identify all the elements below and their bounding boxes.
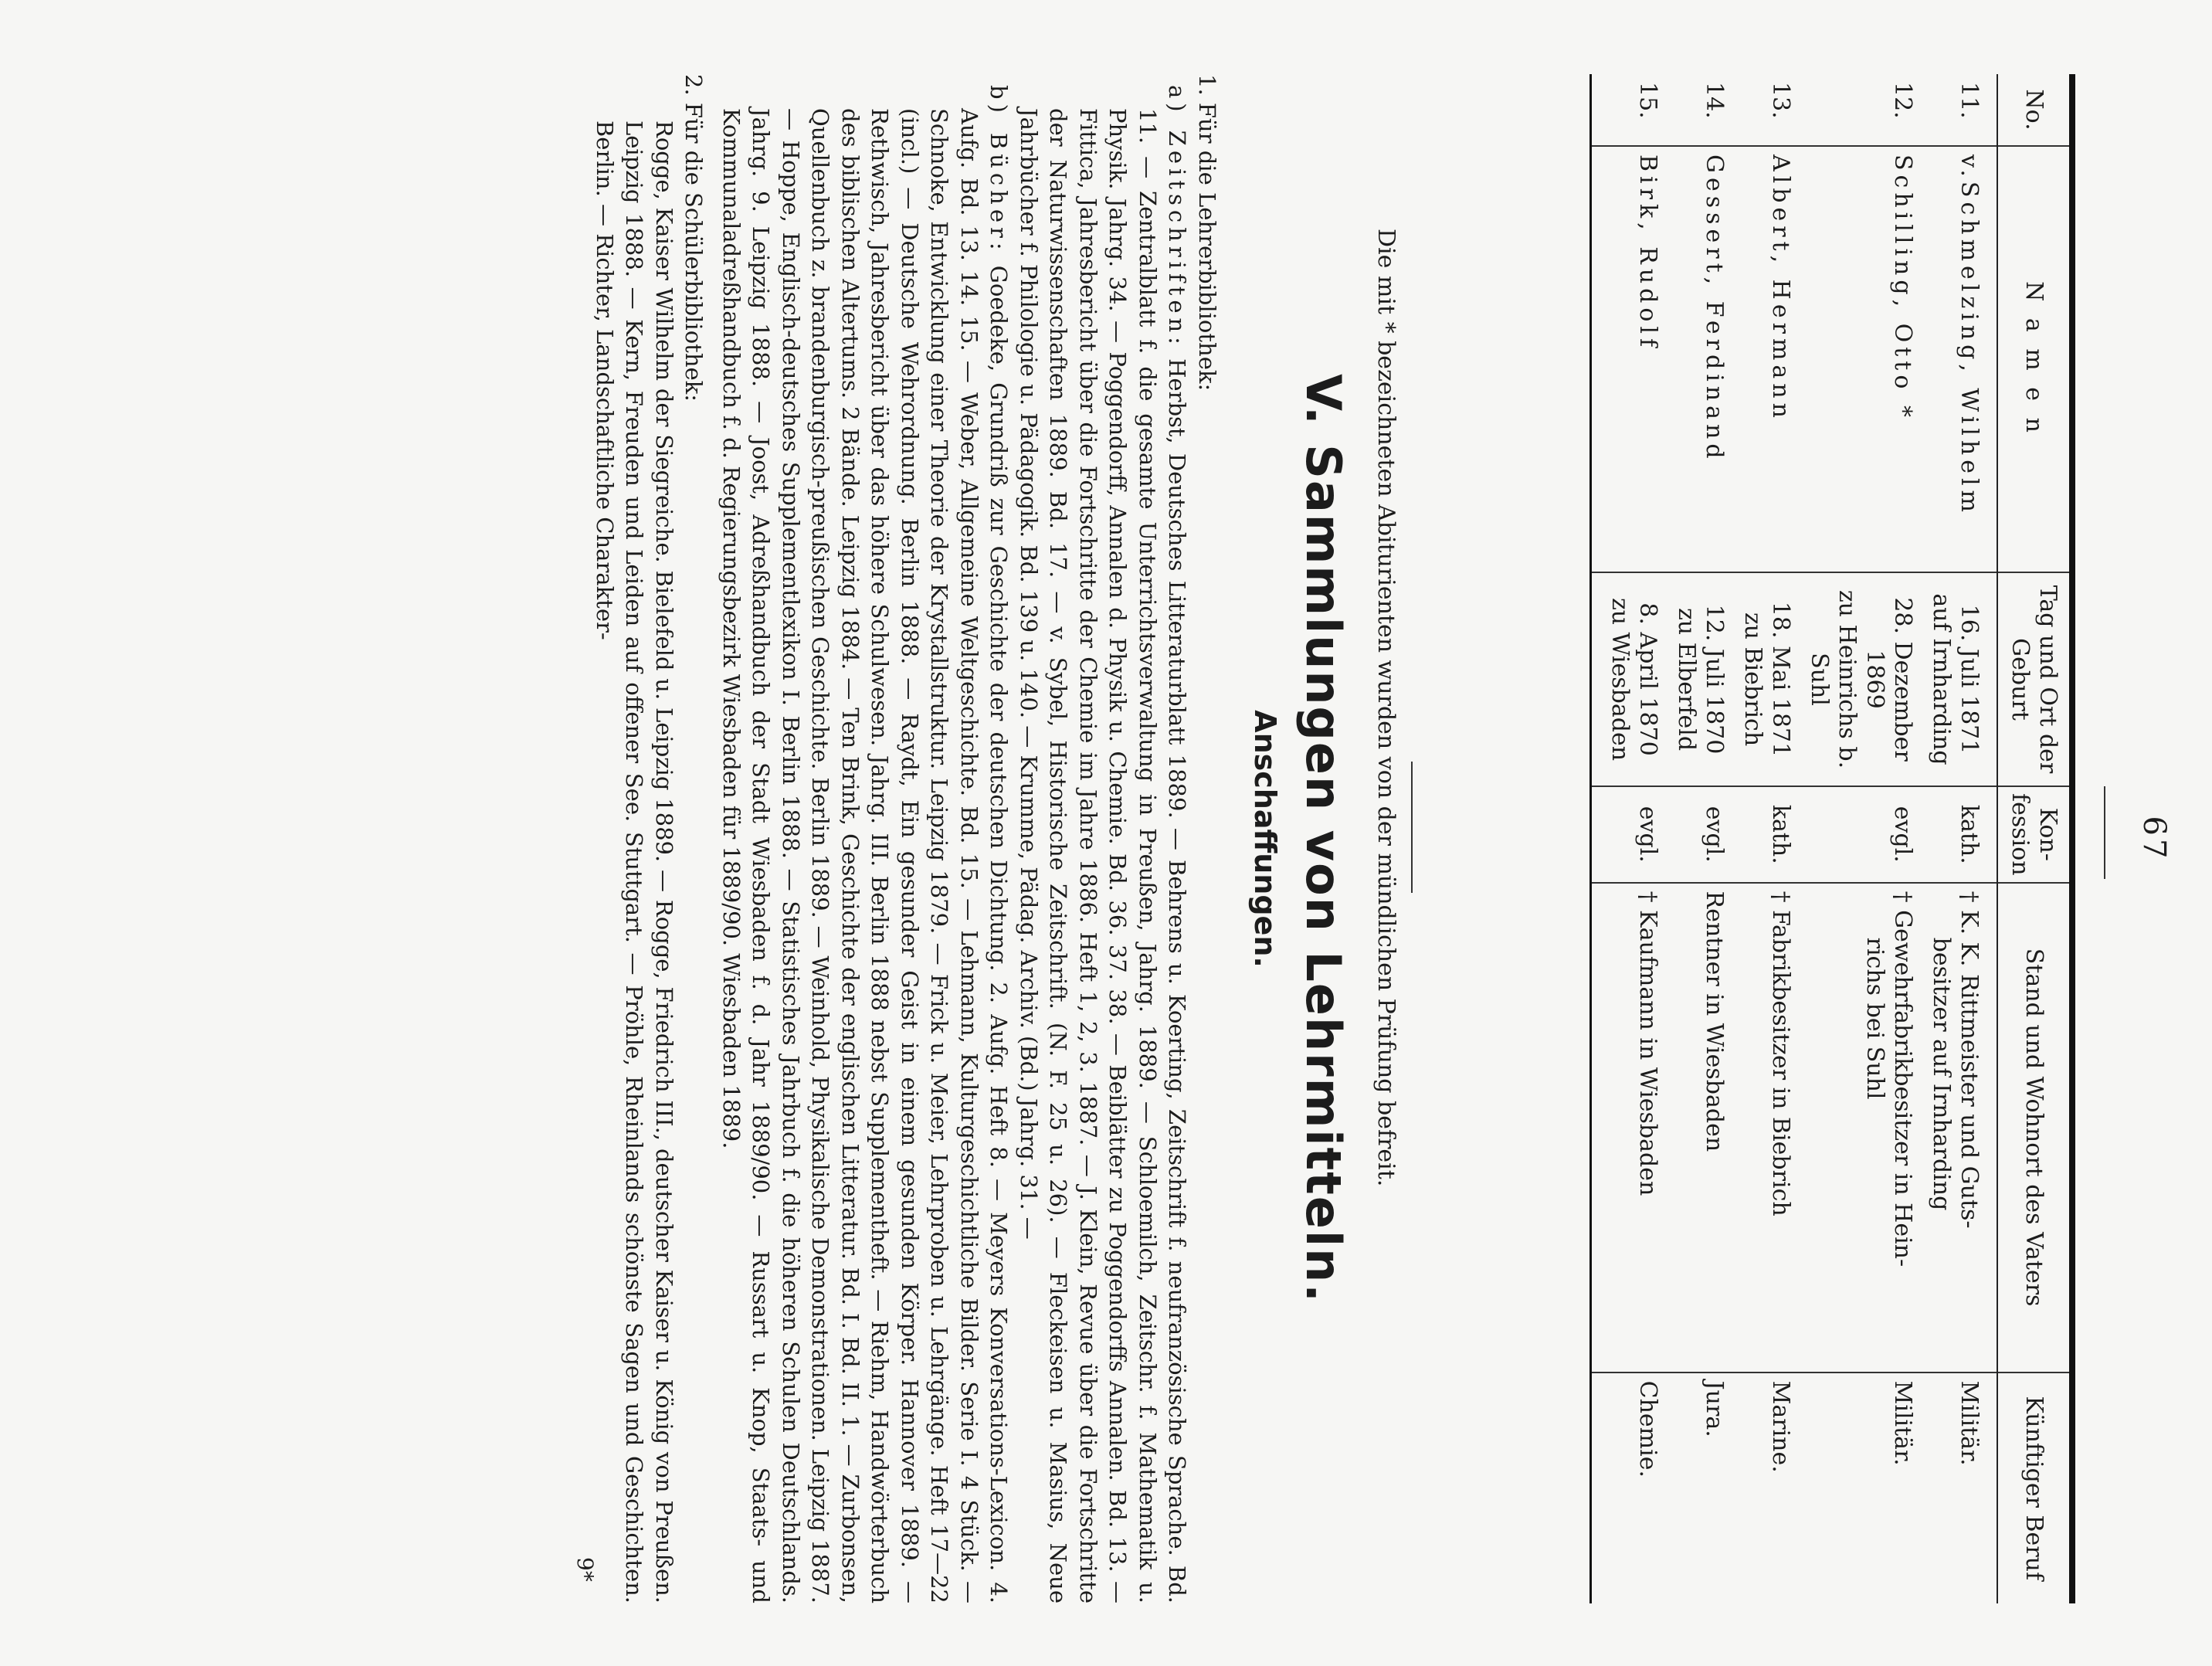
cell-no: 11. xyxy=(1924,74,1997,146)
cell-konfession: kath. xyxy=(1735,786,1802,883)
table-row xyxy=(1802,74,1924,1603)
cell-beruf: Chemie. xyxy=(1634,1380,1661,1478)
table-row xyxy=(1924,74,1997,1603)
cell-no: 13. xyxy=(1735,74,1802,146)
table-header-row xyxy=(1997,74,2069,1603)
cell-konfession: kath. xyxy=(1924,786,1997,883)
cell-name: Gessert, Ferdinand xyxy=(1669,146,1735,572)
abiturienten-table xyxy=(1589,74,2075,1603)
header-beruf: Künftiger Beruf xyxy=(1997,1372,2069,1603)
cell-no: 12. xyxy=(1802,74,1924,146)
cell-no: 15. xyxy=(1592,74,1669,146)
cell-beruf: Militär. xyxy=(1956,1380,1983,1466)
body-text xyxy=(590,74,1223,1603)
table-row xyxy=(1735,74,1802,1603)
page-number: 67 xyxy=(2136,816,2172,862)
table-row xyxy=(1669,74,1735,1603)
paragraph-schuelerbibliothek: Rogge, Kaiser Wilhelm der Siegreiche. Bielefeld u. Leipzig 1889. — Rogge, Friedrich III., deutscher Kaiser u. König von Preußen. Leipzig 1888. — Kern, Freuden und Leiden auf offener See. Stuttgart. — Pröhle, Rheinlands schönste Sagen und Geschichten. Berlin. — Richter, Landschaftliche Charakter- xyxy=(592,120,677,1603)
footnote: Die mit * bezeichneten Abiturienten wurden von der mündlichen Prüfung befreit. xyxy=(1372,229,1399,1187)
section-divider xyxy=(1411,762,1413,893)
cell-name: v.Schmelzing, Wilhelm xyxy=(1924,146,1997,572)
cell-name: Albert, Hermann xyxy=(1735,146,1802,572)
cell-stand: † Fabrikbesitzer in Biebrich xyxy=(1735,883,1802,1372)
cell-konfession: evgl. xyxy=(1669,786,1735,883)
cell-name: Schilling, Otto * xyxy=(1802,146,1924,572)
text-zeitschriften: Herbst, Deutsches Litteraturblatt 1889. — Behrens u. Koerting, Zeitschrift f. neufranzösische Sprache. Bd. 11. — Zentralblatt f. die gesamte Unterrichtsverwaltung in Preußen, Jahrg. 1889. — Schloemilch, Zeitschr. f. Mathematik u. Physik. Jahrg. 34. — Poggendorff, Annalen d. Physik u. Chemie. Bd. 36. 37. 38. — Beiblätter zu Poggendorffs Annalen. Bd. 13. — Fittica, Jahresbericht über die Fortschritte der Chemie im Jahre 1886. Heft 1, 2, 3. 1887. — J. Klein, Revue über die Fortschritte der Naturwissenschaften 1889. Bd. 17. — v. Sybel, Historische Zeitschrift. (N. F. 25 u. 26). — Fleckeisen u. Masius, Neue Jahrbücher f. Philologie u. Pädagogik. Bd. 139 u. 140. — Krumme, Pädag. Archiv. (Bd.) Jahrg. 31. — xyxy=(1016,108,1191,1603)
header-geburt: Tag und Ort der Geburt xyxy=(1997,572,2069,786)
paragraph-zeitschriften xyxy=(1014,74,1193,1603)
label-zeitschriften: a) Zeitschriften: xyxy=(1164,85,1191,349)
cell-stand: Rentner in Wiesbaden xyxy=(1669,883,1735,1372)
label-buecher: b) Bücher: xyxy=(986,85,1013,255)
cell-no: 14. xyxy=(1669,74,1735,146)
cell-konfession: evgl. xyxy=(1802,786,1924,883)
cell-stand: † Kaufmann in Wiesbaden xyxy=(1592,883,1669,1372)
cell-beruf: Marine. xyxy=(1767,1380,1794,1473)
cell-beruf: Jura. xyxy=(1701,1380,1728,1437)
page-number-rule xyxy=(2104,786,2105,879)
cell-name: Birk, Rudolf xyxy=(1592,146,1669,572)
section-subtitle: Anschaffungen. xyxy=(1248,710,1282,968)
rotated-page xyxy=(56,74,2172,1603)
cell-geburt: 28. Dezember 1869 zu Heinrichs b. Suhl xyxy=(1802,572,1924,786)
header-konfession: Kon- fession xyxy=(1997,786,2069,883)
cell-geburt: 12. Juli 1870 zu Elberfeld xyxy=(1669,572,1735,786)
cell-geburt: 8. April 1870 zu Wiesbaden xyxy=(1592,572,1669,786)
cell-stand: † K. K. Rittmeister und Guts- besitzer auf Irnharding xyxy=(1924,883,1997,1372)
header-no: No. xyxy=(1997,74,2069,146)
header-name: N a m e n xyxy=(1997,146,2069,572)
text-buecher: Goedeke, Grundriß zur Geschichte der deutschen Dichtung. 2. Aufg. Heft 8. — Meyers Konversations-Lexicon. 4. Aufg. Bd. 13. 14. 15. — Weber, Allgemeine Weltgeschichte. Bd. 15. — Lehmann, Kulturgeschichtliche Bilder. Serie I. 4 Stück. — Schnoke, Entwicklung einer Theorie der Krystallstruktur. Leipzig 1879. — Frick u. Meier, Lehrproben u. Lehrgänge. Heft 17—22 (incl.) — Deutsche Wehrordnung. Berlin 1888. — Raydt, Ein gesunder Geist in einem gesunden Körper. Hannover 1889. — Rethwisch, Jahresbericht über das höhere Schulwesen. Jahrg. III. Berlin 1888 nebst Supplementheft. — Riehm, Handwörterbuch des biblischen Altertums. 2 Bände. Leipzig 1884. — Ten Brink, Geschichte der englischen Litteratur. Bd. I. Bd. II. 1. — Zurbonsen, Quellenbuch z. brandenburgisch-preußischen Geschichte. Berlin 1889. — Weinhold, Physikalische Demonstrationen. Leipzig 1887. — Hoppe, Englisch-deutsches Supplementlexikon I. Berlin 1888. — Statistisches Jahrbuch f. die höheren Schulen Deutschlands. Jahrg. 9. Leipzig 1888. — Joost, Adreßhandbuch der Stadt Wiesbaden f. d. Jahr 1889/90. — Russart u. Knop, Staats- und Kommunaladreßhandbuch f. d. Regierungsbezirk Wiesbaden für 1889/90. Wiesbaden 1889. xyxy=(718,108,1013,1603)
heading-lehrerbibliothek: 1. Für die Lehrerbibliothek: xyxy=(1194,74,1220,392)
cell-geburt: 16. Juli 1871 auf Irnharding xyxy=(1924,572,1997,786)
cell-konfession: evgl. xyxy=(1592,786,1669,883)
cell-geburt: 18. Mai 1871 zu Biebrich xyxy=(1735,572,1802,786)
section-title: V. Sammlungen von Lehrmitteln. xyxy=(1295,374,1352,1304)
cell-stand: † Gewehrfabrikbesitzer in Hein- richs bei Suhl xyxy=(1802,883,1924,1372)
header-stand: Stand und Wohnort des Vaters xyxy=(1997,883,2069,1372)
table-row xyxy=(1592,74,1669,1603)
signature-mark: 9* xyxy=(572,1557,598,1582)
cell-beruf: Militär. xyxy=(1889,1380,1916,1466)
paragraph-buecher xyxy=(717,74,1014,1603)
heading-schuelerbibliothek: 2. Für die Schülerbibliothek: xyxy=(680,74,707,402)
